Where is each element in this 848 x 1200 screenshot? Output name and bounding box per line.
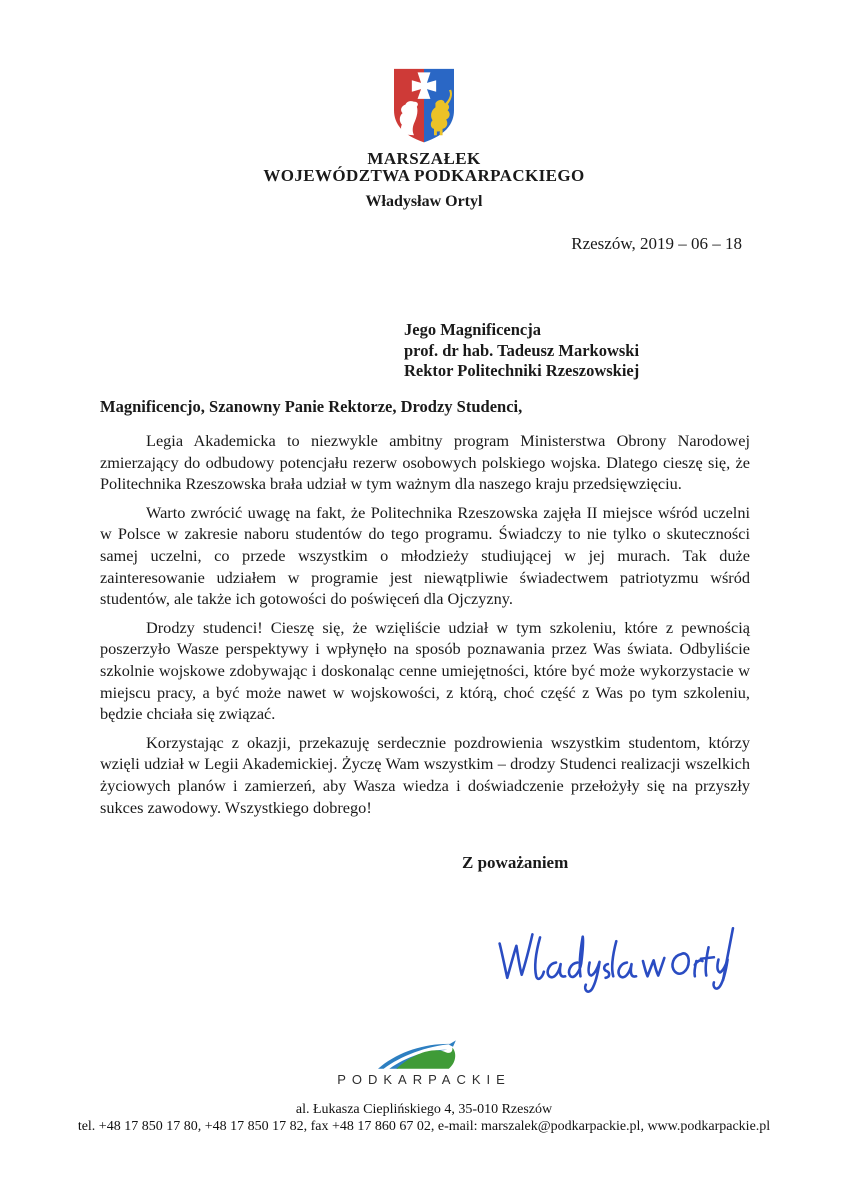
salutation: Magnificencjo, Szanowny Panie Rektorze, Drodzy Studenci, <box>100 397 523 416</box>
body-paragraph-1: Legia Akademicka to niezwykle ambitny program Ministerstwa Obrony Narodowej zmierzający do odbudowy potencjału rezerw osobowych polskiego wojska. Dlatego cieszę się, że Politechnika Rzeszowska brała udział w tym ważnym dla naszego kraju przedsięwzięciu. <box>100 431 750 494</box>
recipient-line: prof. dr hab. Tadeusz Markowski <box>404 340 640 360</box>
letterhead-title-line1: MARSZAŁEK <box>367 149 481 168</box>
letterhead-title-line2: WOJEWÓDZTWA PODKARPACKIEGO <box>263 166 585 185</box>
podkarpackie-coat-of-arms-icon <box>388 66 460 146</box>
closing-phrase: Z poważaniem <box>462 853 569 872</box>
letterhead-official-name: Władysław Ortyl <box>365 193 483 210</box>
dateline: Rzeszów, 2019 – 06 – 18 <box>571 234 742 253</box>
letter-body <box>100 397 750 825</box>
handwritten-signature <box>492 916 736 1000</box>
podkarpackie-logo-icon <box>378 1040 470 1072</box>
recipient-line: Jego Magnificencja <box>404 320 542 339</box>
body-paragraph-3: Drodzy studenci! Cieszę się, że wzięliście udział w tym szkoleniu, które z pewnością poszerzyło Wasze perspektywy i wpłynęło na sposób poznawania przez Was świata. Odbyliście szkolnie wojskowe zdobywając i doskonaląc cenne umiejętności, które być może wykorzystacie w miejscu pracy, a być może nawet w wojskowości, z którą, choć część z Was po tym szkoleniu, będzie chciała się związać. <box>100 617 750 724</box>
recipient-line: Rektor Politechniki Rzeszowskiej <box>404 361 640 380</box>
logo-hill <box>396 1048 455 1069</box>
footer-address: al. Łukasza Cieplińskiego 4, 35-010 Rzeszów <box>295 1102 553 1117</box>
footer-contact: tel. +48 17 850 17 80, +48 17 850 17 82, fax +48 17 860 67 02, e-mail: marszalek@podkarpackie.pl, www.podkarpackie.pl <box>77 1119 771 1134</box>
body-paragraph-4: Korzystając z okazji, przekazuję serdecznie pozdrowienia wszystkim studentom, którzy wzięli udział w Legii Akademickiej. Życzę Wam wszystkim – drodzy Studenci realizacji wszelkich życiowych planów i zamierzeń, aby Wasza wiedza i doświadczenie przełożyły się na przyszły sukces zawodowy. Wszystkiego dobrego! <box>100 732 750 817</box>
body-paragraph-2: Warto zwrócić uwagę na fakt, że Politechnika Rzeszowska zajęła II miejsce wśród uczelni w Polsce w zakresie naboru studentów do tego programu. Świadczy to nie tylko o skuteczności samej uczelni, co przede wszystkim o młodzieży studiującej w jej murach. Tak duże zainteresowanie udziałem w programie jest niewątpliwie świadectwem patriotyzmu wśród studentów, ale także ich gotowości do poświęceń dla Ojczyzny. <box>100 502 750 609</box>
recipient-block <box>404 320 639 382</box>
podkarpackie-logo-label: PODKARPACKIE <box>337 1072 511 1087</box>
